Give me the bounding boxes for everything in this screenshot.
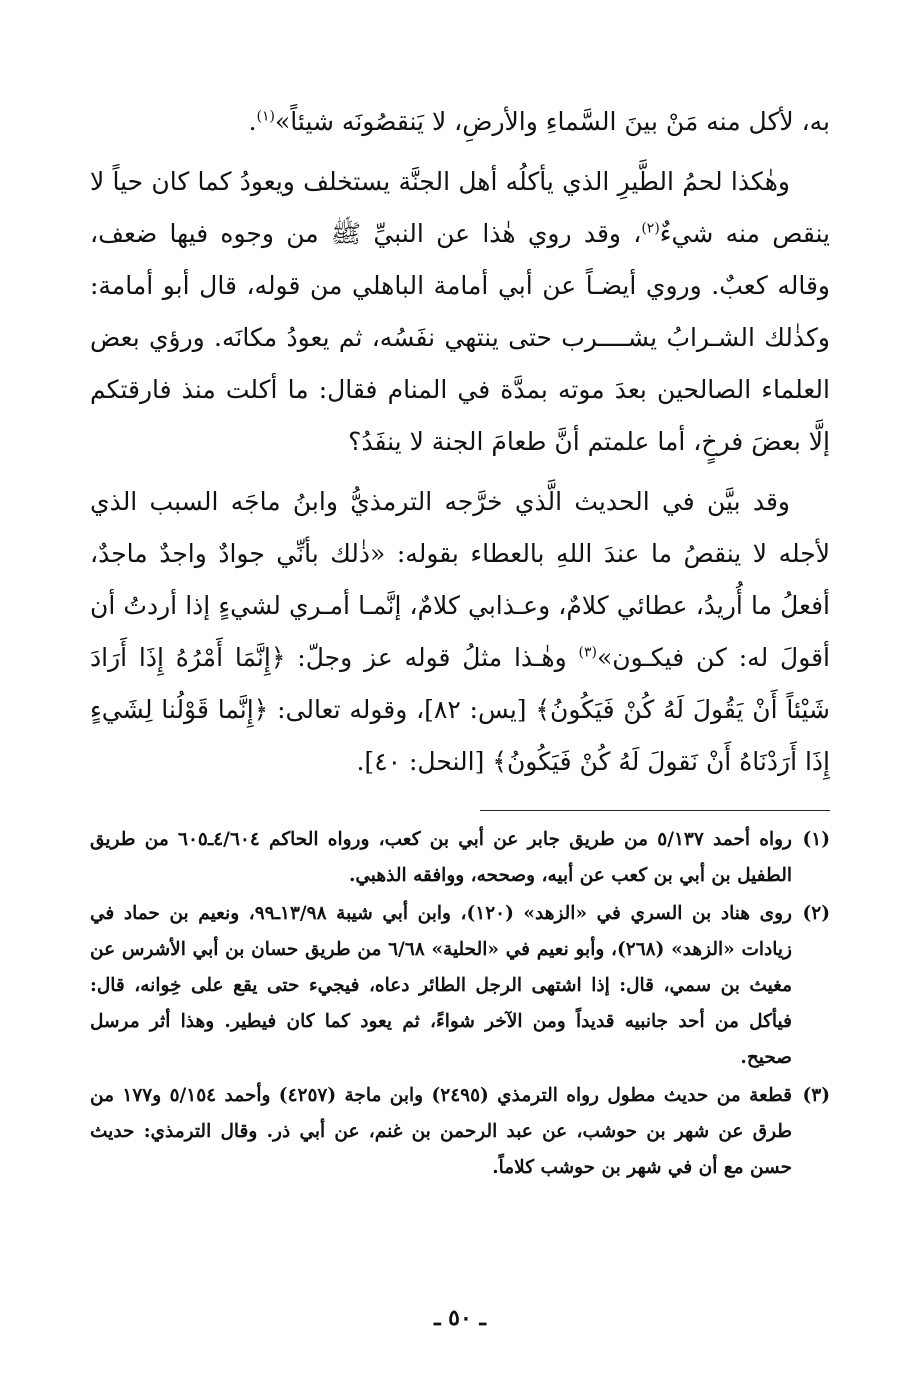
footnote-1 — [90, 822, 830, 894]
paragraph-1-text: به، لأكل منه مَنْ بينَ السَّماءِ والأرضِ، لا يَنقصُونَه شيئاً» — [275, 107, 830, 136]
footnote-1-text: رواه أحمد ٥/١٣٧ من طريق جابر عن أبي بن كعب، ورواه الحاكم ٤/٦٠٤ـ٦٠٥ من طريق الطفيل بن أبي بن كعب عن أبيه، وصححه، ووافقه الذهبي. — [90, 829, 792, 886]
paragraph-2-tail: ، وقد روي هٰذا عن النبيِّ ﷺ من وجوه فيها ضعف، وقاله كعبٌ. وروي أيضـاً عن أبي أمامة الباهلي من قوله، قال أبو أمامة: وكذٰلك الشـرابُ يشــــرب حتى ينتهي نفَسُه، ثم يعودُ مكانَه. ورؤي بعض العلماء الصالحين بعدَ موته بمدَّة في المنام فقال: ما أكلت منذ فارقتكم إلَّا بعضَ فرخٍ، أما علمتم أنَّ طعامَ الجنة لا ينفَدُ؟ — [90, 219, 830, 456]
note-ref-3: (٣) — [578, 644, 597, 661]
paragraph-3-text: وقد بيَّن في الحديث الَّذي خرَّجه الترمذيُّ وابنُ ماجَه السبب الذي لأجله لا ينقصُ ما عندَ اللهِ بالعطاء بقوله: «ذٰلك بأنِّي جوادٌ واجدٌ ماجدٌ، أفعلُ ما أُريدُ، عطائي كلامٌ، وعـذابي كلامٌ، إنَّمـا أمـري لشيءٍ إذا أردتُ أن أقولَ له: كن فيكـون» — [90, 487, 830, 672]
paragraph-2-text: وهٰكذا لحمُ الطَّيرِ الذي يأكلُه أهل الجنَّة يستخلف ويعودُ كما كان حياً لا ينقص منه شيءٌ — [90, 167, 830, 248]
footnote-2-text: روى هناد بن السري في «الزهد» (١٢٠)، وابن أبي شيبة ١٣/٩٨ـ٩٩، ونعيم بن حماد في زيادات «الزهد» (٢٦٨)، وأبو نعيم في «الحلية» ٦/٦٨ من طريق حسان بن أبي الأشرس عن مغيث بن سمي، قال: إذا اشتهى الرجل الطائر دعاه، فيجيء حتى يقع على خِوانه، قال: فيأكل من أحد جانبيه قديداً ومن الآخر شواءً، ثم يعود كما كان فيطير. وهذا أثر مرسل صحيح. — [90, 903, 792, 1068]
paragraph-3-tail: وهٰـذا مثلُ قوله عز وجلّ: ﴿إِنَّمَا أَمْرُهُ إِذَا أَرَادَ شَيْئاً أَنْ يَقُولَ لَهُ كُنْ فَيَكُونُ﴾ [يس: ٨٢]، وقوله تعالى: ﴿إِنَّما قَوْلُنا لِشَيءٍ إِذَا أَرَدْنَاهُ أَنْ نَقولَ لَهُ كُنْ فَيَكُونُ﴾ [النحل: ٤٠]. — [90, 643, 830, 776]
note-ref-2: (٢) — [641, 220, 660, 237]
footnote-3-number: (٣) — [802, 1085, 830, 1106]
footnote-2 — [90, 896, 830, 1076]
book-page — [90, 0, 830, 1386]
paragraph-1 — [90, 96, 830, 148]
paragraph-2 — [90, 156, 830, 468]
main-text — [90, 96, 830, 796]
footnote-2-number: (٢) — [802, 903, 830, 924]
footnote-1-number: (١) — [802, 829, 830, 850]
footnotes — [90, 822, 830, 1188]
paragraph-3 — [90, 476, 830, 788]
footnote-3 — [90, 1078, 830, 1186]
footnote-divider — [480, 810, 830, 811]
note-ref-1: (١) — [256, 108, 276, 125]
paragraph-1-tail: . — [248, 107, 257, 136]
page-number: ـ ٥٠ ـ — [434, 1305, 486, 1331]
footnote-3-text: قطعة من حديث مطول رواه الترمذي (٢٤٩٥) وابن ماجة (٤٢٥٧) وأحمد ٥/١٥٤ و١٧٧ من طرق عن شهر بن حوشب، عن عبد الرحمن بن غنم، عن أبي ذر. وقال الترمذي: حديث حسن مع أن في شهر بن حوشب كلاماً. — [90, 1085, 792, 1178]
